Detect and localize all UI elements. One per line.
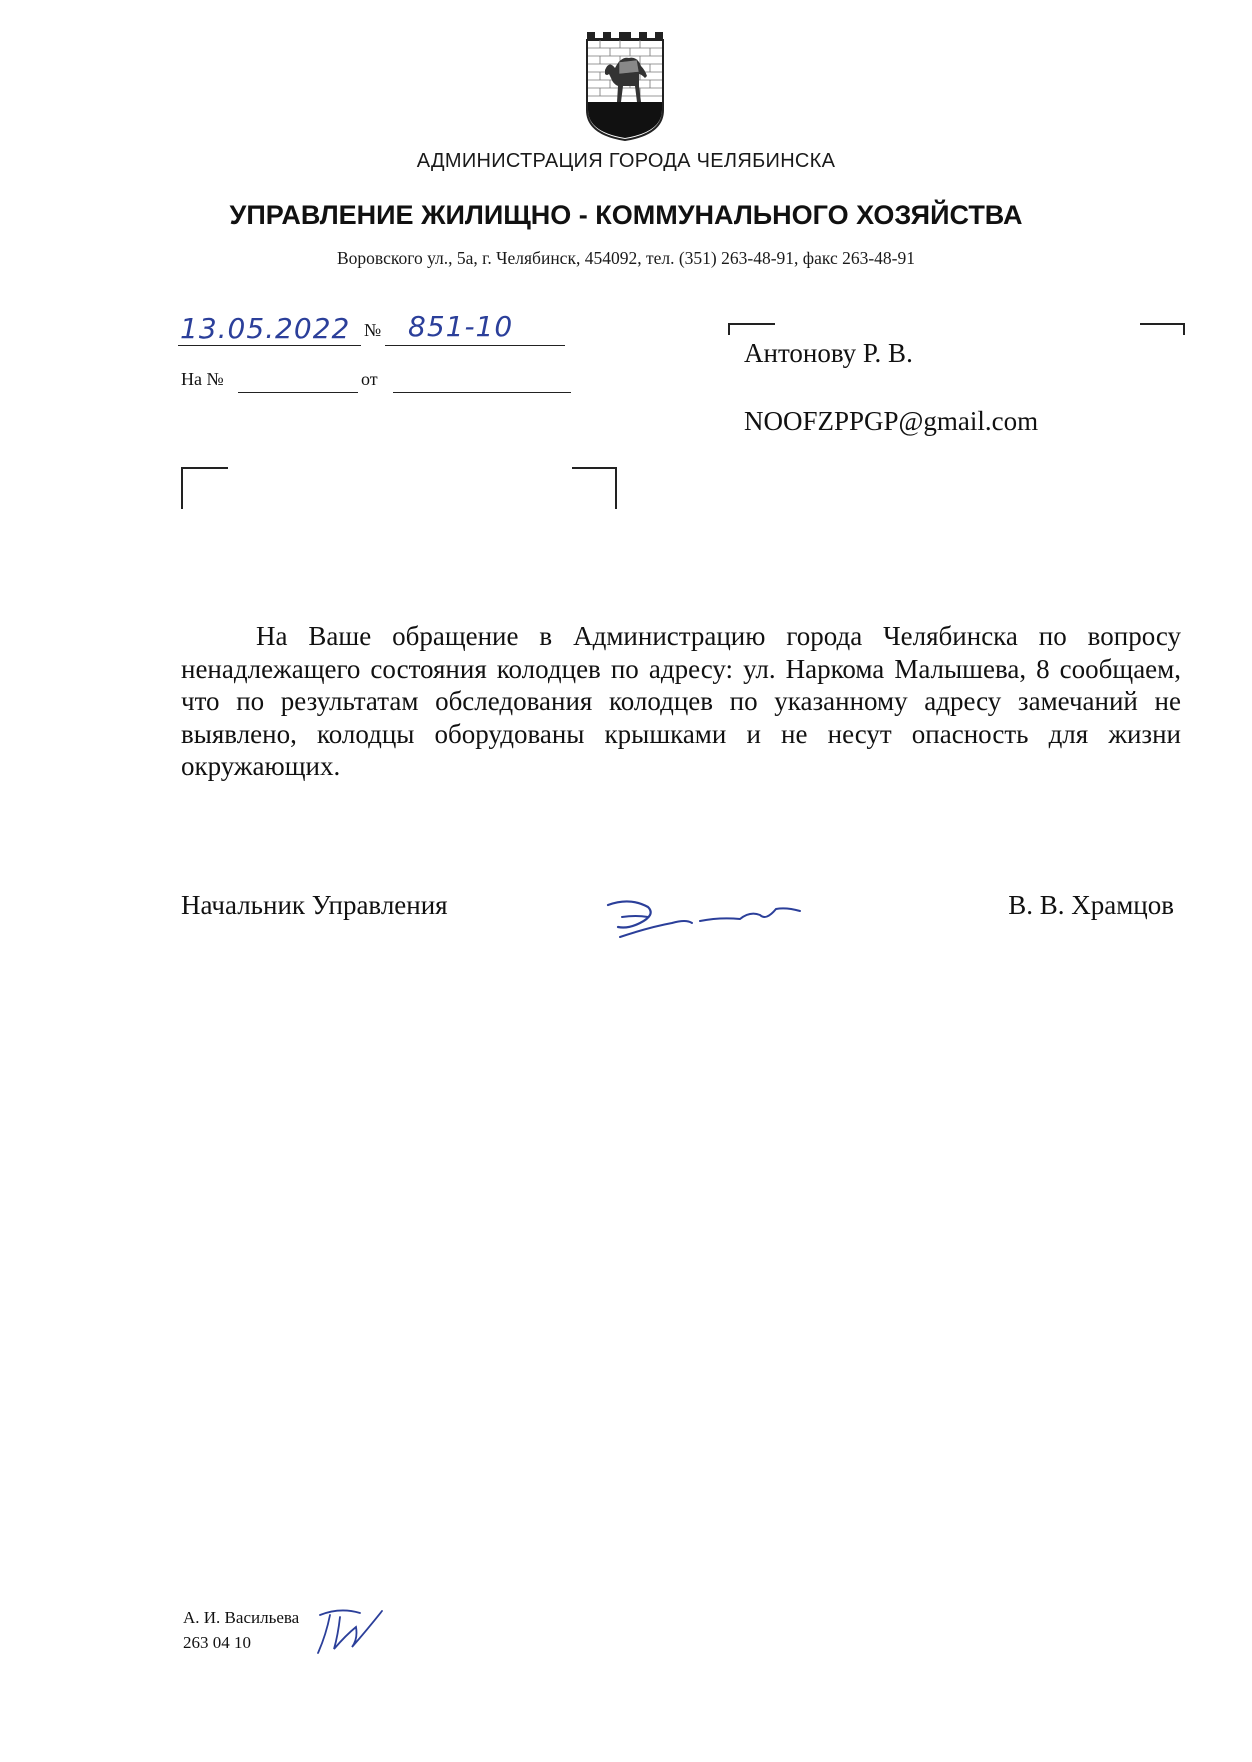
outgoing-number-sign: № (364, 320, 382, 340)
address-corner-top-right (1140, 323, 1185, 335)
administration-name: АДМИНИСТРАЦИЯ ГОРОДА ЧЕЛЯБИНСКА (416, 150, 836, 172)
signatory-position: Начальник Управления (181, 890, 448, 920)
number-underline (385, 345, 565, 346)
executor-name: А. И. Васильева (183, 1608, 300, 1627)
executor-phone: 263 04 10 (183, 1633, 251, 1652)
outgoing-date: 13.05.2022 (180, 312, 351, 345)
recipient-name: Антонову Р. В. (744, 338, 913, 368)
reference-number-label: На № (181, 369, 224, 389)
city-emblem-icon (585, 30, 665, 142)
department-name: УПРАВЛЕНИЕ ЖИЛИЩНО - КОММУНАЛЬНОГО ХОЗЯЙСТВА (229, 200, 1023, 230)
subject-corner-top-left (181, 467, 228, 509)
subject-corner-top-right (572, 467, 617, 509)
reference-number-underline (238, 392, 358, 393)
department-address: Воровского ул., 5а, г. Челябинск, 454092, тел. (351) 263-48-91, факс 263-48-91 (336, 248, 916, 268)
date-underline (178, 345, 361, 346)
recipient-email: NOOFZPPGP@gmail.com (744, 406, 1039, 436)
handwritten-signature (600, 893, 820, 943)
outgoing-number: 851-10 (408, 310, 514, 343)
address-corner-top-left (728, 323, 775, 335)
signatory-name: В. В. Храмцов (1008, 890, 1174, 920)
reference-from-label: от (361, 369, 378, 389)
reference-date-underline (393, 392, 571, 393)
executor-signature (300, 1605, 385, 1660)
letter-body: На Ваше обращение в Администрацию города Челябинска по вопросу ненадлежащего состояния колодцев по адресу: ул. Наркома Малышева, 8 сообщаем, что по результатам обследования колодцев по указанному адресу замечаний не выявлено, колодцы оборудованы крышками и не несут опасность для жизни окружающих. (181, 621, 1181, 781)
